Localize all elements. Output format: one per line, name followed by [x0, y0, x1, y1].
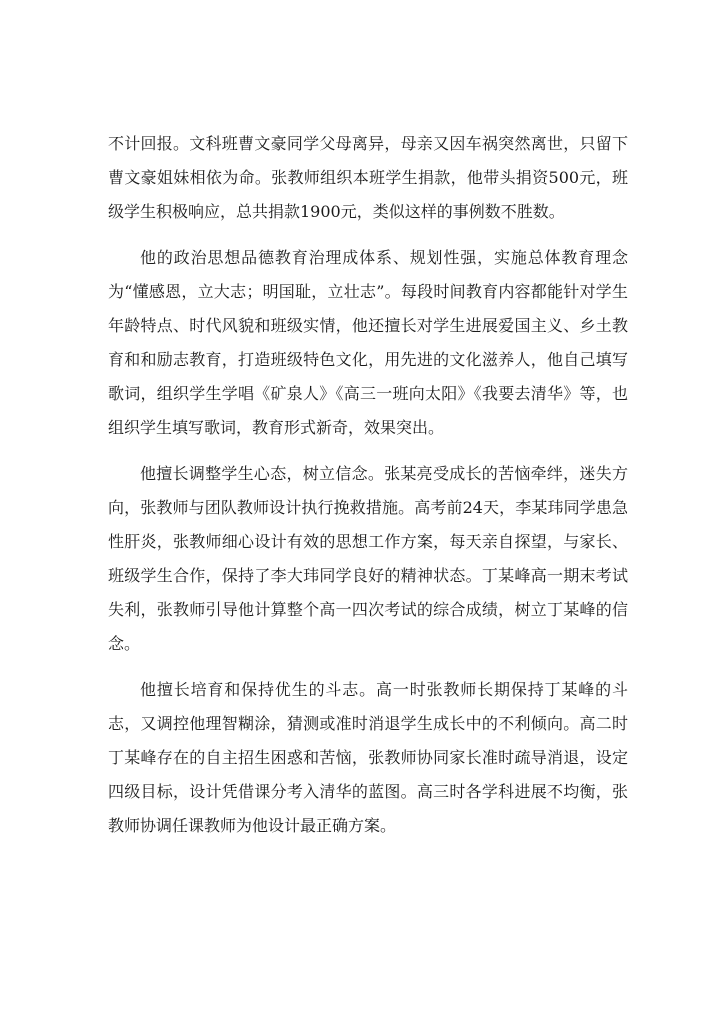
paragraph-3: 他擅长调整学生心态，树立信念。张某亮受成长的苦恼牵绊，迷失方向，张教师与团队教师设计执行挽救措施。高考前24天，李某玮同学患急性肝炎，张教师细心设计有效的思想工作方案，每天亲自探望，与家长、班级学生合作，保持了李大玮同学良好的精神状态。丁某峰高一期末考试失利，张教师引导他计算整个高一四次考试的综合成绩，树立丁某峰的信念。 — [108, 464, 628, 653]
document-body — [108, 127, 628, 855]
paragraph-4: 他擅长培育和保持优生的斗志。高一时张教师长期保持丁某峰的斗志，又调控他理智糊涂，猜测或准时消退学生成长中的不利倾向。高二时丁某峰存在的自主招生困惑和苦恼，张教师协同家长准时疏导消退，设定四级目标，设计凭借课分考入清华的蓝图。高三时各学科进展不均衡，张教师协调任课教师为他设计最正确方案。 — [108, 680, 628, 835]
paragraph-1: 不计回报。文科班曹文豪同学父母离异，母亲又因车祸突然离世，只留下曹文豪姐妹相依为命。张教师组织本班学生捐款，他带头捐资500元，班级学生积极响应，总共捐款1900元，类似这样的事例数不胜数。 — [108, 134, 628, 221]
paragraph-2: 他的政治思想品德教育治理成体系、规划性强，实施总体教育理念为“懂感恩，立大志；明国耻，立壮志”。每段时间教育内容都能针对学生年龄特点、时代风貌和班级实情，他还擅长对学生进展爱国主义、乡土教育和和励志教育，打造班级特色文化，用先进的文化滋养人，他自己填写歌词，组织学生学唱《矿泉人》《高三一班向太阳》《我要去清华》等，也组织学生填写歌词，教育形式新奇，效果突出。 — [108, 248, 628, 437]
